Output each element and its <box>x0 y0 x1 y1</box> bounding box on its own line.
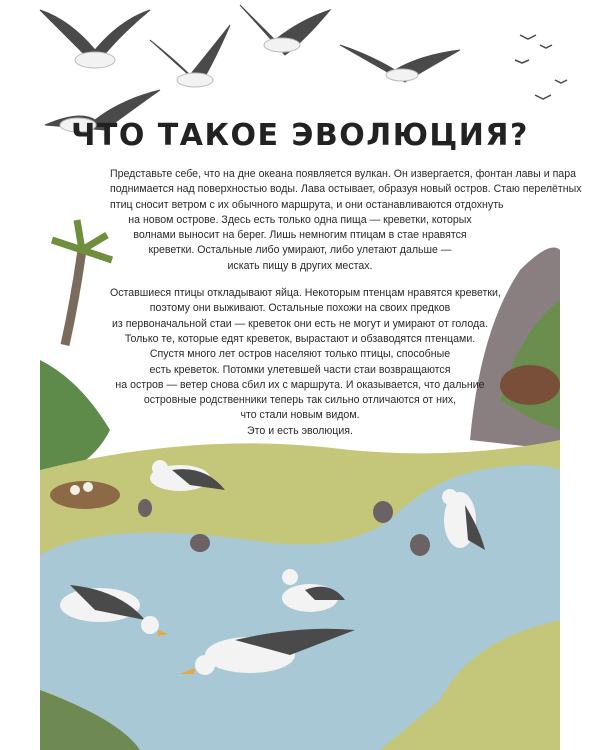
page-title: ЧТО ТАКОЕ ЭВОЛЮЦИЯ? <box>71 118 529 153</box>
text-line: Оставшиеся птицы откладывают яйца. Некоторым птенцам нравятся креветки, <box>110 287 501 300</box>
text-line: на остров — ветер снова сбил их с маршрута. И оказывается, что дальние <box>115 378 485 391</box>
text-line: поднимается над поверхностью воды. Лава остывает, образуя новый остров. Стаю перелётных <box>110 183 582 196</box>
text-line: волнами выносит на берег. Лишь немногим птицам в стае нравятся <box>133 229 467 242</box>
text-line: на новом острове. Здесь есть только одна пища — креветки, которых <box>128 213 472 226</box>
text-line: птиц сносит ветром с их обычного маршрута, и они останавливаются отдохнуть <box>110 198 504 211</box>
text-line: Это и есть эволюция. <box>247 424 353 437</box>
text-line: есть креветок. Потомки улетевшей части стаи возвращаются <box>149 363 451 376</box>
brown-bird <box>500 365 560 405</box>
text-line: что стали новым видом. <box>240 409 360 422</box>
text-line: Представьте себе, что на дне океана появляется вулкан. Он извергается, фонтан лавы и пара <box>110 168 576 180</box>
flying-gulls <box>40 5 567 132</box>
text-line: Спустя много лет остров населяют только птицы, способные <box>149 348 451 361</box>
paragraph-1 <box>110 167 582 274</box>
article-text <box>110 167 582 451</box>
text-line: Только те, которые едят креветок, вырастают и обзаводятся птенцами. <box>124 332 476 345</box>
text-line: поэтому они выживают. Остальные похожи на своих предков <box>149 302 451 315</box>
palm-tree <box>52 220 112 345</box>
text-line: искать пищу в других местах. <box>227 259 373 272</box>
text-line: островные родственники теперь так сильно отличаются от них, <box>143 394 457 407</box>
paragraph-2 <box>110 286 501 439</box>
text-line: креветки. Остальные либо умирают, либо улетают дальше — <box>148 244 452 257</box>
text-line: из первоначальной стаи — креветок они есть не могут и умирают от голода. <box>111 317 489 330</box>
